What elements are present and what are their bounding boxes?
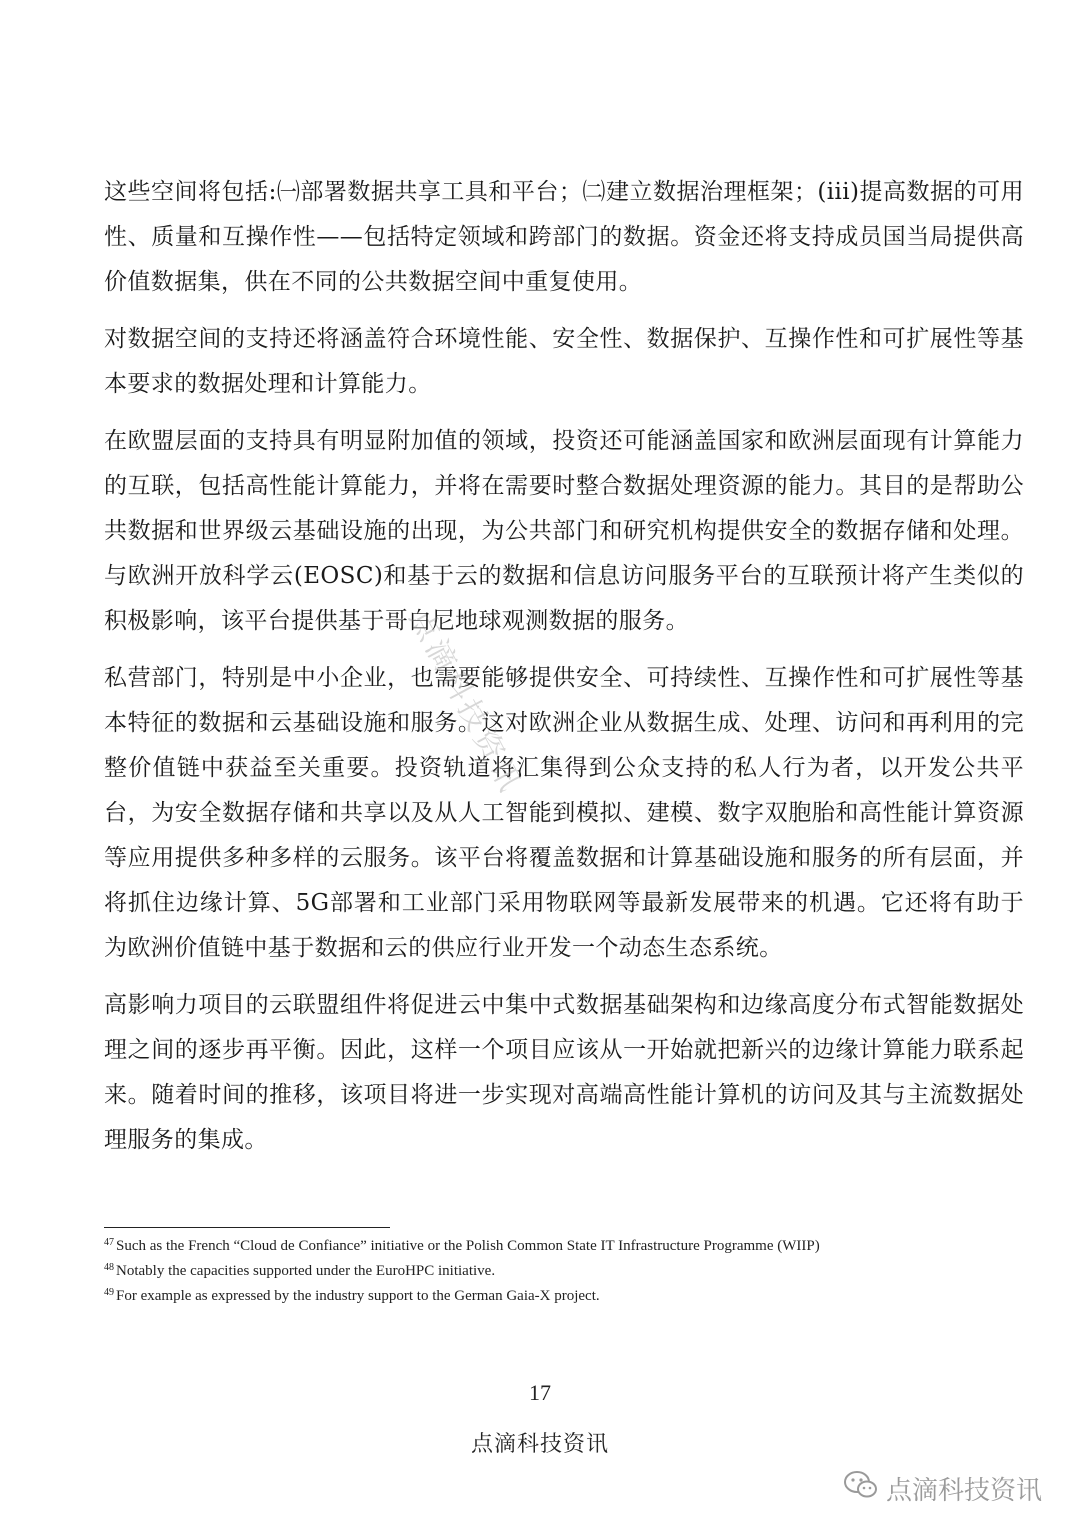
footnotes: [104, 1232, 1024, 1307]
page-number: 17: [529, 1380, 551, 1405]
footnote-47: [104, 1232, 1024, 1257]
footnote-number: 48: [104, 1262, 114, 1273]
footnote-49: [104, 1282, 1024, 1307]
footnote-text: Notably the capacities supported under the EuroHPC initiative.: [116, 1263, 496, 1279]
body-text: [104, 170, 1024, 1175]
paragraph-3: 在欧盟层面的支持具有明显附加值的领域，投资还可能涵盖国家和欧洲层面现有计算能力的互联，包括高性能计算能力，并将在需要时整合数据处理资源的能力。其目的是帮助公共数据和世界级云基础设施的出现，为公共部门和研究机构提供安全的数据存储和处理。与欧洲开放科学云(EOSC)和基于云的数据和信息访问服务平台的互联预计将产生类似的积极影响，该平台提供基于哥白尼地球观测数据的服务。: [104, 428, 1024, 634]
footnote-48: [104, 1257, 1024, 1282]
wechat-icon: [844, 1470, 878, 1507]
footer-title: 点滴科技资讯: [470, 1432, 609, 1457]
paragraph-5: 高影响力项目的云联盟组件将促进云中集中式数据基础架构和边缘高度分布式智能数据处理之间的逐步再平衡。因此，这样一个项目应该从一开始就把新兴的边缘计算能力联系起来。随着时间的推移，该项目将进一步实现对高端高性能计算机的访问及其与主流数据处理服务的集成。: [104, 992, 1024, 1153]
footnote-text: Such as the French “Cloud de Confiance” initiative or the Polish Common State IT Infrastructure Programme (WIIP): [116, 1238, 820, 1254]
brand-badge: [844, 1470, 1042, 1507]
footnote-number: 49: [104, 1287, 114, 1298]
footnote-number: 47: [104, 1237, 114, 1248]
paragraph-1: 这些空间将包括:㈠部署数据共享工具和平台；㈡建立数据治理框架；(iii)提高数据的可用性、质量和互操作性——包括特定领域和跨部门的数据。资金还将支持成员国当局提供高价值数据集，供在不同的公共数据空间中重复使用。: [104, 179, 1024, 295]
paragraph-4: 私营部门，特别是中小企业，也需要能够提供安全、可持续性、互操作性和可扩展性等基本特征的数据和云基础设施和服务。这对欧洲企业从数据生成、处理、访问和再利用的完整价值链中获益至关重要。投资轨道将汇集得到公众支持的私人行为者，以开发公共平台，为安全数据存储和共享以及从人工智能到模拟、建模、数字双胞胎和高性能计算资源等应用提供多种多样的云服务。该平台将覆盖数据和计算基础设施和服务的所有层面，并将抓住边缘计算、5G部署和工业部门采用物联网等最新发展带来的机遇。它还将有助于为欧洲价值链中基于数据和云的供应行业开发一个动态生态系统。: [104, 665, 1024, 961]
brand-label: 点滴科技资讯: [885, 1476, 1042, 1506]
paragraph-2: 对数据空间的支持还将涵盖符合环境性能、安全性、数据保护、互操作性和可扩展性等基本要求的数据处理和计算能力。: [104, 326, 1024, 397]
watermark: 点滴科技资讯: [402, 603, 529, 801]
footnote-text: For example as expressed by the industry support to the German Gaia-X project.: [116, 1288, 600, 1304]
footnote-divider: [104, 1227, 390, 1228]
